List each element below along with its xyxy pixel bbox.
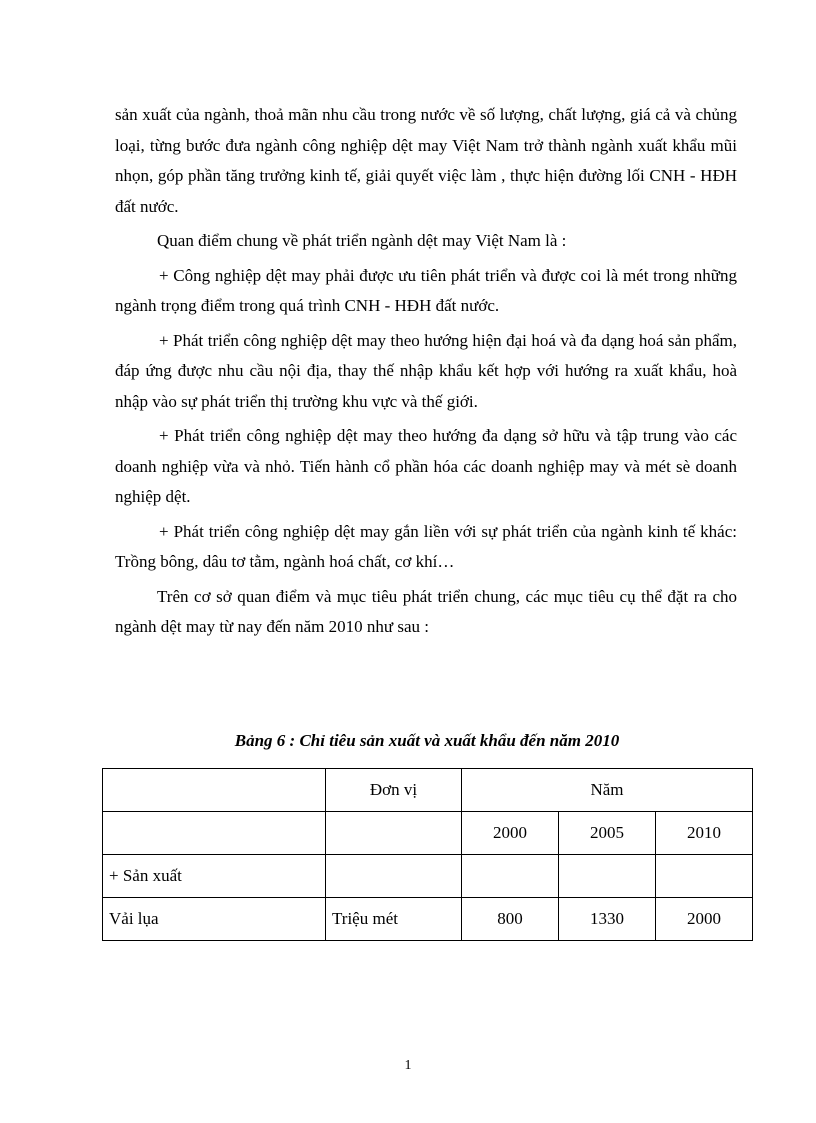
paragraph-ownership: + Phát triển công nghiệp dệt may theo hướng đa dạng sở hữu và tập trung vào các doanh nghiệp vừa và nhỏ. Tiến hành cổ phần hóa các doanh nghiệp may và mét sè doanh nghiệp dệt. [115,426,737,506]
row-value-2000-cell: 800 [462,898,559,941]
row-value-2010-cell: 2000 [656,898,753,941]
section-empty-cell [559,855,656,898]
paragraph-priority: + Công nghiệp dệt may phải được ưu tiên phát triển và được coi là mét trong những ngành trọng điểm trong quá trình CNH - HĐH đất nước. [115,265,737,315]
table-header-row [103,769,753,812]
paragraph-targets-intro: Trên cơ sở quan điểm và mục tiêu phát triển chung, các mục tiêu cụ thể đặt ra cho ngành dệt may từ nay đến năm 2010 như sau : [115,586,737,636]
row-unit-cell: Triệu mét [326,898,462,941]
body-text [115,100,737,647]
section-empty-cell [462,855,559,898]
table-caption: Bảng 6 : Chỉ tiêu sản xuất và xuất khẩu đến năm 2010 [234,731,620,750]
table-years-row [103,812,753,855]
paragraph-continuation: sản xuất của ngành, thoả mãn nhu cầu trong nước về số lượng, chất lượng, giá cả và chủng loại, từng bước đưa ngành công nghiệp dệt may Việt Nam trở thành ngành xuất khẩu mũi nhọn, góp phần tăng trưởng kinh tế, giải quyết việc làm , thực hiện đường lối CNH - HĐH đất nước. [115,105,737,216]
year-2010-cell: 2010 [656,812,753,855]
row-value-2005-cell: 1330 [559,898,656,941]
section-empty-cell [656,855,753,898]
paragraph-modernization: + Phát triển công nghiệp dệt may theo hướng hiện đại hoá và đa dạng hoá sản phẩm, đáp ứng được nhu cầu nội địa, thay thế nhập khẩu kết hợp với hướng ra xuất khẩu, hoà nhập vào sự phát triển thị trường khu vực và thế giới. [115,330,737,411]
year-2000-cell: 2000 [462,812,559,855]
header-year-cell: Năm [462,769,753,812]
paragraph-viewpoint-intro: Quan điểm chung về phát triển ngành dệt may Việt Nam là : [157,231,567,250]
header-empty-cell [103,769,326,812]
years-empty-unit-cell [326,812,462,855]
section-label-cell: + Sản xuất [103,855,326,898]
year-2005-cell: 2005 [559,812,656,855]
row-label-cell: Vải lụa [103,898,326,941]
section-empty-cell [326,855,462,898]
header-unit-cell: Đơn vị [326,769,462,812]
paragraph-related-industries: + Phát triển công nghiệp dệt may gắn liền với sự phát triển của ngành kinh tế khác: Trồng bông, dâu tơ tằm, ngành hoá chất, cơ khí… [115,521,737,571]
table-row [103,898,753,941]
table-section-row [103,855,753,898]
years-empty-cell [103,812,326,855]
targets-table [102,768,753,941]
page-number: 1 [404,1058,412,1073]
